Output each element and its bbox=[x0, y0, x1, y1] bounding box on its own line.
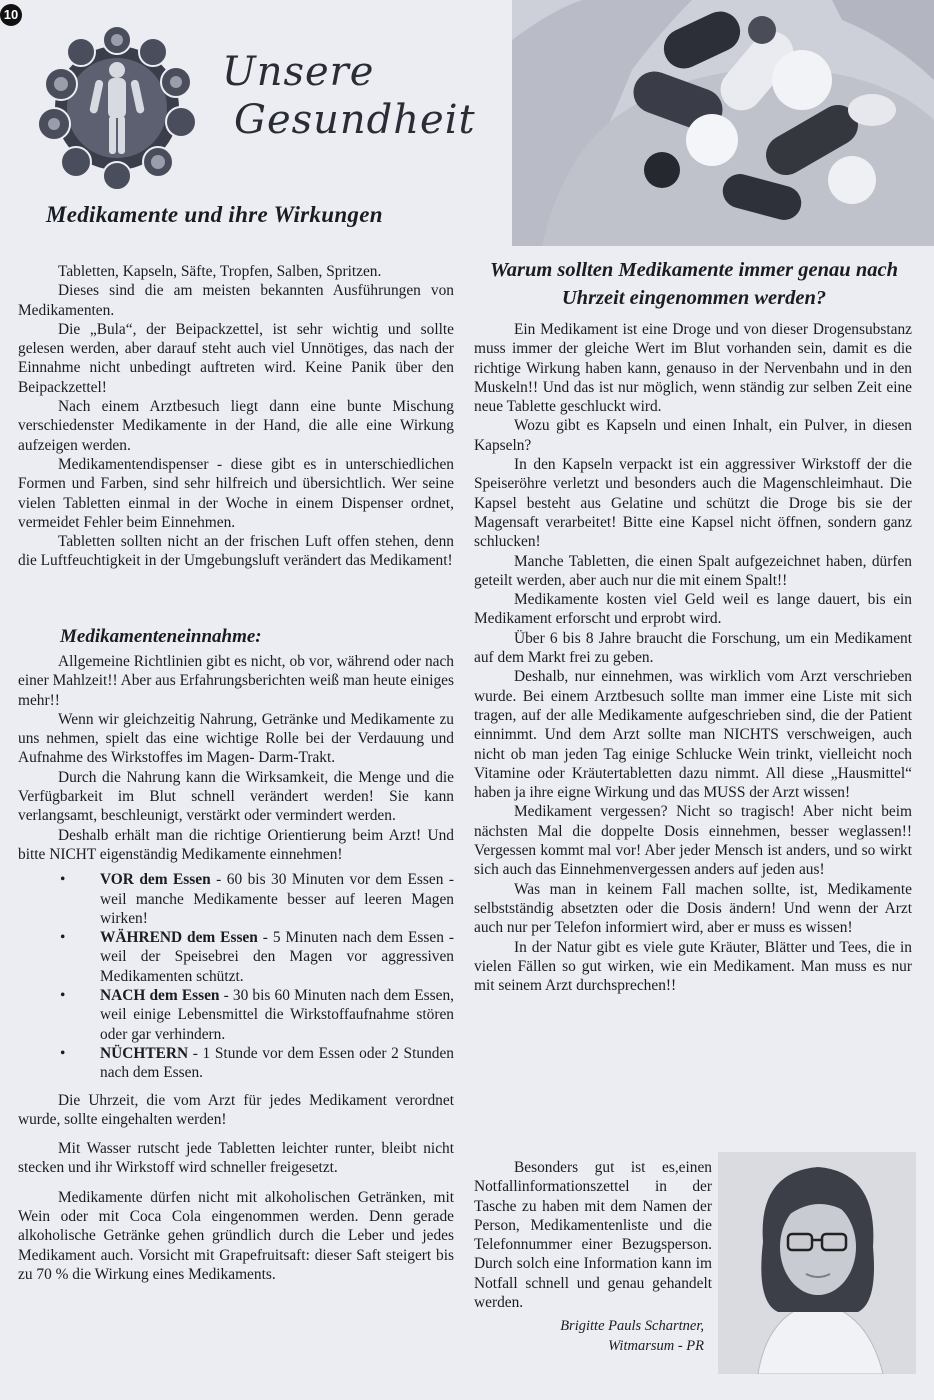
paragraph: In der Natur gibt es viele gute Kräuter, Blätter und Tees, die in vielen Fällen so gut wirken, wie ein Medikament. Man muss es nur mit seinem Arzt durchsprechen!! bbox=[474, 938, 912, 995]
paragraph: Wenn wir gleichzeitig Nahrung, Getränke und Medikamente zu uns nehmen, spielt das eine wichtige Rolle bei der Verdauung und Aufnahme des Wirkstoffes im Magen- Darm-Trakt. bbox=[18, 710, 454, 767]
paragraph: Ein Medikament ist eine Droge und von dieser Drogensubstanz muss immer der gleiche Wert im Blut vorhanden sein, damit es die richtige Wirkung haben kann, genauso in der Nervenbahn und in den Muskeln!! Und das ist nur möglich, wenn ständig zur selben Zeit eine neue Tablette geschluckt wird. bbox=[474, 321, 912, 416]
list-item: • NACH dem Essen - 30 bis 60 Minuten nach dem Essen, weil einige Lebensmittel die Wirkstoffaufnahme stören oder gar verhindern. bbox=[18, 986, 454, 1044]
paragraph: Über 6 bis 8 Jahre braucht die Forschung, um ein Medikament auf dem Markt frei zu geben. bbox=[474, 629, 912, 667]
left-intro-text bbox=[18, 262, 454, 571]
list-item: • NÜCHTERN - 1 Stunde vor dem Essen oder 2 Stunden nach dem Essen. bbox=[18, 1044, 454, 1083]
paragraph: Tabletten sollten nicht an der frischen Luft offen stehen, denn die Luftfeuchtigkeit in der Umgebungsluft verändert das Medikament! bbox=[18, 533, 454, 570]
paragraph: Die Uhrzeit, die vom Arzt für jedes Medikament verordnet wurde, sollte eingehalten werden! bbox=[18, 1091, 454, 1128]
paragraph: In den Kapseln verpackt ist ein aggressiver Wirkstoff der die Speiseröhre verletzt und besonders auch die Magenschleimhaut. Die Kapsel besteht aus Gelatine und schützt die Droge bis sie der Magensaft verarbeitet! Bitte eine Kapsel nicht öffnen, sondern ganz schlucken! bbox=[474, 456, 912, 551]
paragraph: Mit Wasser rutscht jede Tabletten leichter runter, bleibt nicht stecken und ihr Wirkstoff wird schneller freigesetzt. bbox=[18, 1140, 454, 1177]
brand-line-2: Gesundheit bbox=[234, 97, 476, 143]
paragraph: Medikamente dürfen nicht mit alkoholischen Getränken, mit Wein oder mit Coca Cola eingenommen werden. Denn gerade alkoholische Getränke gehen gründlich durch die Leber und jedes Medikament auch. Vorsicht mit Grapefruitsaft: dieser Saft steigert bis zu 70 % die Wirkung eines Medikaments. bbox=[18, 1188, 454, 1283]
author-location: Witmarsum - PR bbox=[608, 1338, 704, 1354]
paragraph: Nach einem Arztbesuch liegt dann eine bunte Mischung verschiedenster Medikamente in der Hand, die alle eine Wirkung aufzeigen werden. bbox=[18, 398, 454, 454]
right-closing-text bbox=[474, 1158, 712, 1312]
left-body-text bbox=[18, 652, 454, 1284]
paragraph: Tabletten, Kapseln, Säfte, Tropfen, Salben, Spritzen. bbox=[58, 263, 382, 280]
paragraph: Medikamentendispenser - diese gibt es in unterschiedlichen Formen und Farben, sind sehr hilfreich und übersichtlich. Wer seine vielen Tabletten einmal in der Woche in einem Dispenser ordnet, vermeidet Fehler beim Einnehmen. bbox=[18, 455, 454, 531]
paragraph: Dieses sind die am meisten bekannten Ausführungen von Medikamenten. bbox=[18, 282, 454, 319]
author-name: Brigitte Pauls Schartner, bbox=[560, 1318, 704, 1334]
right-body-text bbox=[474, 320, 912, 995]
brand-line-1: Unsere bbox=[222, 49, 375, 95]
paragraph: Allgemeine Richtlinien gibt es nicht, ob vor, während oder nach einer Mahlzeit!! Aber aus Erfahrungsberichten weiß man heute einiges mehr!! bbox=[18, 653, 454, 709]
pills-in-hand-photo bbox=[512, 0, 934, 246]
article-title: Medikamente und ihre Wirkungen bbox=[46, 202, 383, 227]
list-item: • WÄHREND dem Essen - 5 Minuten nach dem Essen - weil der Speisebrei den Magen vor aggressiven Medikamenten schützt. bbox=[18, 928, 454, 986]
author-portrait-photo bbox=[718, 1152, 916, 1374]
paragraph: Deshalb, nur einnehmen, was wirklich vom Arzt verschrieben wurde. Bei einem Arztbesuch sollte man immer eine Liste mit sich tragen, auf der alle Medikamente aufgeschrieben sind, die der Patient einnimmt. Und dem Arzt sollte man NICHTS verschweigen, auch nicht ob man jeden Tag einige Schlucke Wein trinkt, vielleicht noch Vitamine oder Kräutertabletten dazu nimmt. All diese „Hausmittel“ haben ja ihre eigne Wirkung und das MUSS der Arzt wissen! bbox=[474, 668, 912, 802]
paragraph: Medikament vergessen? Nicht so tragisch! Aber nicht beim nächsten Mal die doppelte Dosis einnehmen, besser weglassen!! Vergessen kommt mal vor! Aber jeder Mensch ist anders, und so wirkt sich auch das Einnehmenvergessen anders auf jeden aus! bbox=[474, 803, 912, 879]
list-item: • VOR dem Essen - 60 bis 30 Minuten vor dem Essen - weil manche Medikamente besser auf leeren Magen wirken! bbox=[18, 870, 454, 928]
paragraph: Deshalb erhält man die richtige Orientierung beim Arzt! Und bitte NICHT eigenständig Medikamente einnehmen! bbox=[18, 826, 454, 863]
paragraph: Besonders gut ist es,einen Notfallinformationszettel in der Tasche zu haben mit dem Namen der Person, Medikamentenliste und die Telefonnummer einer Bezugsperson. Durch solch eine Information kann im Notfall schnell und genau gehandelt werden. bbox=[474, 1159, 712, 1312]
paragraph: Durch die Nahrung kann die Wirksamkeit, die Menge und die Verfügbarkeit im Blut schnell verändert werden! Sie kann verlangsamt, beschleunigt, verstärkt oder vermindert werden. bbox=[18, 768, 454, 825]
paragraph: Medikamente kosten viel Geld weil es lange dauert, bis ein Medikament erforscht und erprobt wird. bbox=[474, 591, 912, 628]
brand-wordmark bbox=[222, 48, 476, 168]
paragraph: Wozu gibt es Kapseln und einen Inhalt, ein Pulver, in diesen Kapseln? bbox=[474, 417, 912, 454]
paragraph: Manche Tabletten, die einen Spalt aufgezeichnet haben, dürfen geteilt werden, aber auch nur die mit einem Spalt!! bbox=[474, 552, 912, 589]
paragraph: Was man in keinem Fall machen sollte, ist, Medikamente selbstständig absetzten oder die Dosis ändern! Und wenn der Arzt auch nur per Telefon informiert wird, aber er muss es wissen! bbox=[474, 880, 912, 937]
timing-list bbox=[18, 870, 454, 1082]
author-signature bbox=[470, 1316, 704, 1356]
paragraph: Die „Bula“, der Beipackzettel, ist sehr wichtig und sollte gelesen werden, aber darauf steht auch viel Unnötiges, das nach der Einnahme nicht unbedingt auftreten wird. Keine Panik über den Beipackzettel! bbox=[18, 320, 454, 396]
health-emblem-logo bbox=[26, 22, 208, 192]
section-heading: Medikamenteneinnahme: bbox=[60, 626, 262, 647]
page-number: 10 bbox=[0, 4, 22, 26]
right-column-heading: Warum sollten Medikamente immer genau nach Uhrzeit eingenommen werden? bbox=[490, 259, 898, 309]
